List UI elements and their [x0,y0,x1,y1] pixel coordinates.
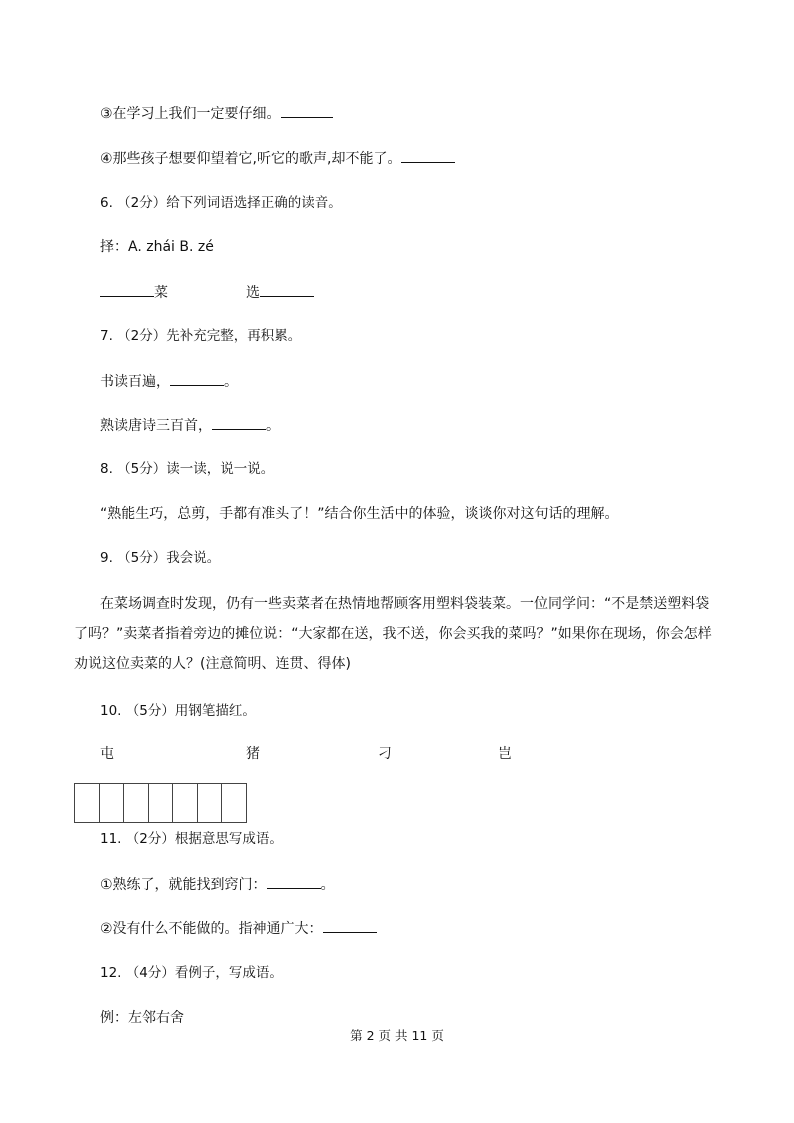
question-7-b: 熟读唐诗三百首， 。 [100,415,280,436]
trace-char-3: 刁 [378,746,392,762]
question-12-example: 例：左邻右舍 [100,1010,184,1026]
question-6-options: 择：A. zhái B. zé [100,239,214,255]
answer-blank[interactable] [267,874,321,889]
question-9-text: 在菜场调查时发现，仍有一些卖菜者在热情地帮顾客用塑料袋装菜。一位同学问：“不是禁送塑料袋了吗？”卖菜者指着旁边的摊位说：“大家都在送，我不送，你会买我的菜吗？”如果你在现场，你会怎样劝说这位卖菜的人？(注意简明、连贯、得体) [74,596,712,672]
writing-cell[interactable] [222,783,247,823]
question-11-b: ②没有什么不能做的。指神通广大： [100,918,377,939]
trace-char-1: 屯 [100,746,114,762]
page-footer: 第 2 页 共 11 页 [350,1028,444,1043]
answer-blank[interactable] [260,282,314,297]
question-12-title: 12. （4分）看例子，写成语。 [100,965,283,981]
writing-cell[interactable] [173,783,198,823]
answer-blank[interactable] [323,918,377,933]
trace-char-4: 岂 [498,746,512,762]
question-9-title: 9. （5分）我会说。 [100,550,221,566]
sentence-3: ③在学习上我们一定要仔细。 [100,103,333,124]
question-7-title: 7. （2分）先补充完整，再积累。 [100,328,302,344]
question-6-answer-2: 选 [246,282,314,303]
writing-cell[interactable] [198,783,223,823]
question-11-a: ①熟练了，就能找到窍门： 。 [100,874,335,895]
writing-cell[interactable] [100,783,125,823]
answer-blank[interactable] [100,282,154,297]
answer-blank[interactable] [170,371,224,386]
question-11-title: 11. （2分）根据意思写成语。 [100,831,283,847]
trace-char-2: 猪 [246,746,260,762]
question-6-title: 6. （2分）给下列词语选择正确的读音。 [100,195,342,211]
answer-blank[interactable] [401,148,455,163]
writing-cell[interactable] [124,783,149,823]
answer-blank[interactable] [212,415,266,430]
question-6-answer-1: 菜 [100,282,168,303]
sentence-4: ④那些孩子想要仰望着它,听它的歌声,却不能了。 [100,148,455,169]
writing-cell[interactable] [75,783,100,823]
answer-blank[interactable] [281,103,333,118]
writing-grid [74,783,247,823]
question-7-a: 书读百遍， 。 [100,371,238,392]
writing-cell[interactable] [149,783,174,823]
question-8-title: 8. （5分）读一读，说一说。 [100,461,275,477]
question-10-title: 10. （5分）用钢笔描红。 [100,703,256,719]
question-8-text: “熟能生巧，总剪，手都有准头了！”结合你生活中的体验，谈谈你对这句话的理解。 [100,506,619,522]
